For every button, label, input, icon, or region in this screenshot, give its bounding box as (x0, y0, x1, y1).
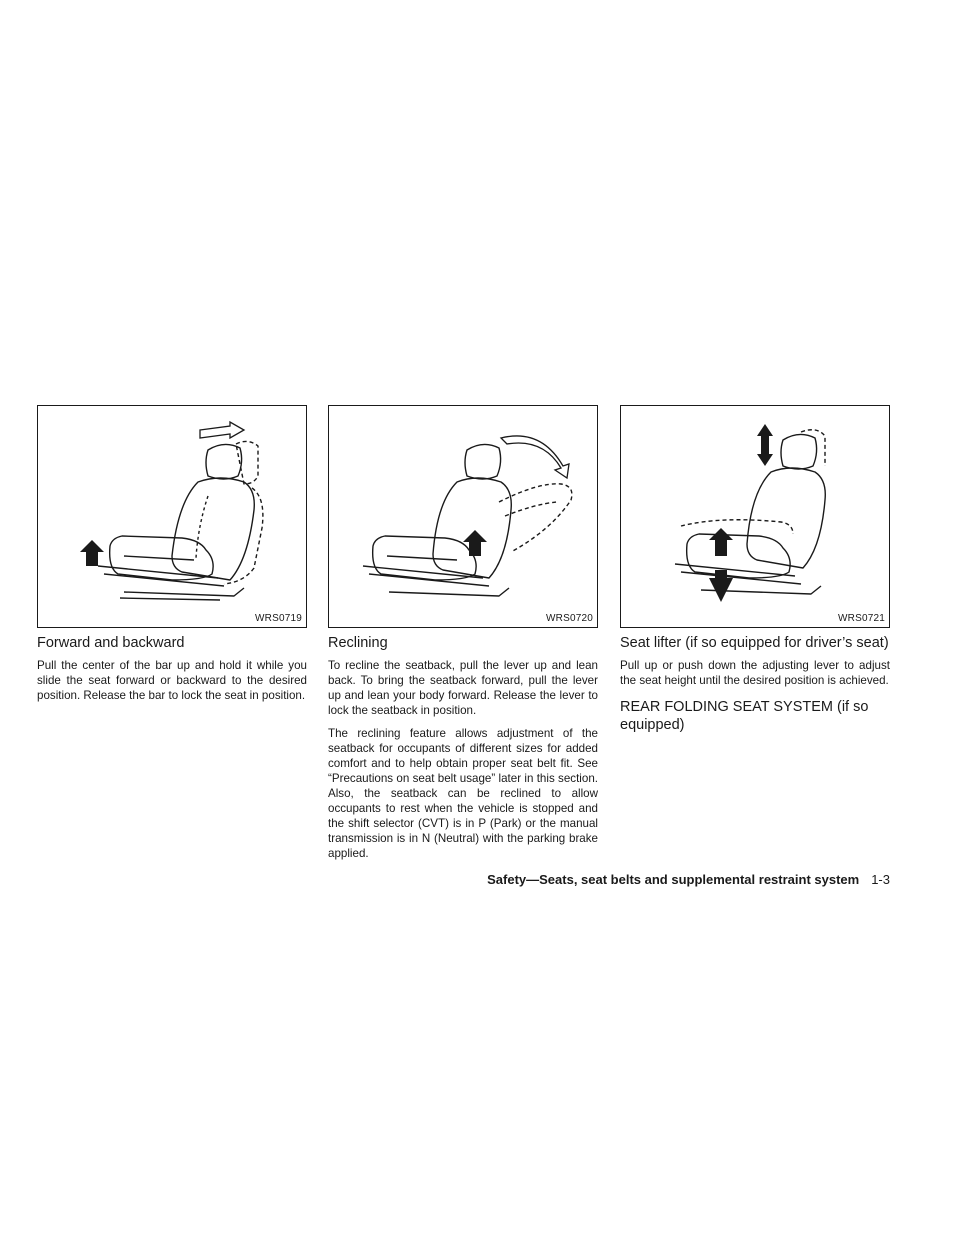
seat-recline-illustration (329, 406, 597, 627)
figure-code: WRS0721 (838, 613, 885, 624)
paragraph: To recline the seatback, pull the lever up and lean back. To bring the seatback forward, pull the lever up and lean your body forward. Release the lever to lock the seatback in position. (328, 659, 598, 717)
figure-forward-backward (37, 405, 307, 628)
paragraph: Pull up or push down the adjusting lever to adjust the seat height until the desired position is achieved. (620, 659, 890, 687)
footer-section-title: Safety—Seats, seat belts and supplemental restraint system (487, 872, 860, 887)
figure-code: WRS0719 (255, 613, 302, 624)
paragraph: The reclining feature allows adjustment of the seatback for occupants of different sizes for added comfort and to help obtain proper seat belt fit. See “Precautions on seat belt usage” later in this section. Also, the seatback can be reclined to allow occupants to rest when the vehicle is stopped and the shift selector (CVT) is in P (Park) or the manual transmission is in N (Neutral) with the parking brake applied. (328, 727, 598, 860)
heading-rear-folding-seat-system: REAR FOLDING SEAT SYSTEM (if so equipped) (620, 699, 869, 733)
column-seat-lifter (620, 405, 890, 734)
heading-seat-lifter: Seat lifter (if so equipped for driver’s seat) (620, 635, 889, 651)
seat-slide-illustration (38, 406, 306, 627)
column-forward-backward (37, 405, 307, 711)
column-reclining (328, 405, 598, 869)
heading-forward-backward: Forward and backward (37, 635, 185, 651)
page-number: 1-3 (871, 872, 890, 887)
figure-seat-lifter (620, 405, 890, 628)
page-footer (487, 872, 890, 887)
seat-lifter-illustration (621, 406, 889, 627)
figure-code: WRS0720 (546, 613, 593, 624)
heading-reclining: Reclining (328, 635, 388, 651)
figure-reclining (328, 405, 598, 628)
paragraph: Pull the center of the bar up and hold it while you slide the seat forward or backward to the desired position. Release the bar to lock the seat in position. (37, 659, 307, 702)
